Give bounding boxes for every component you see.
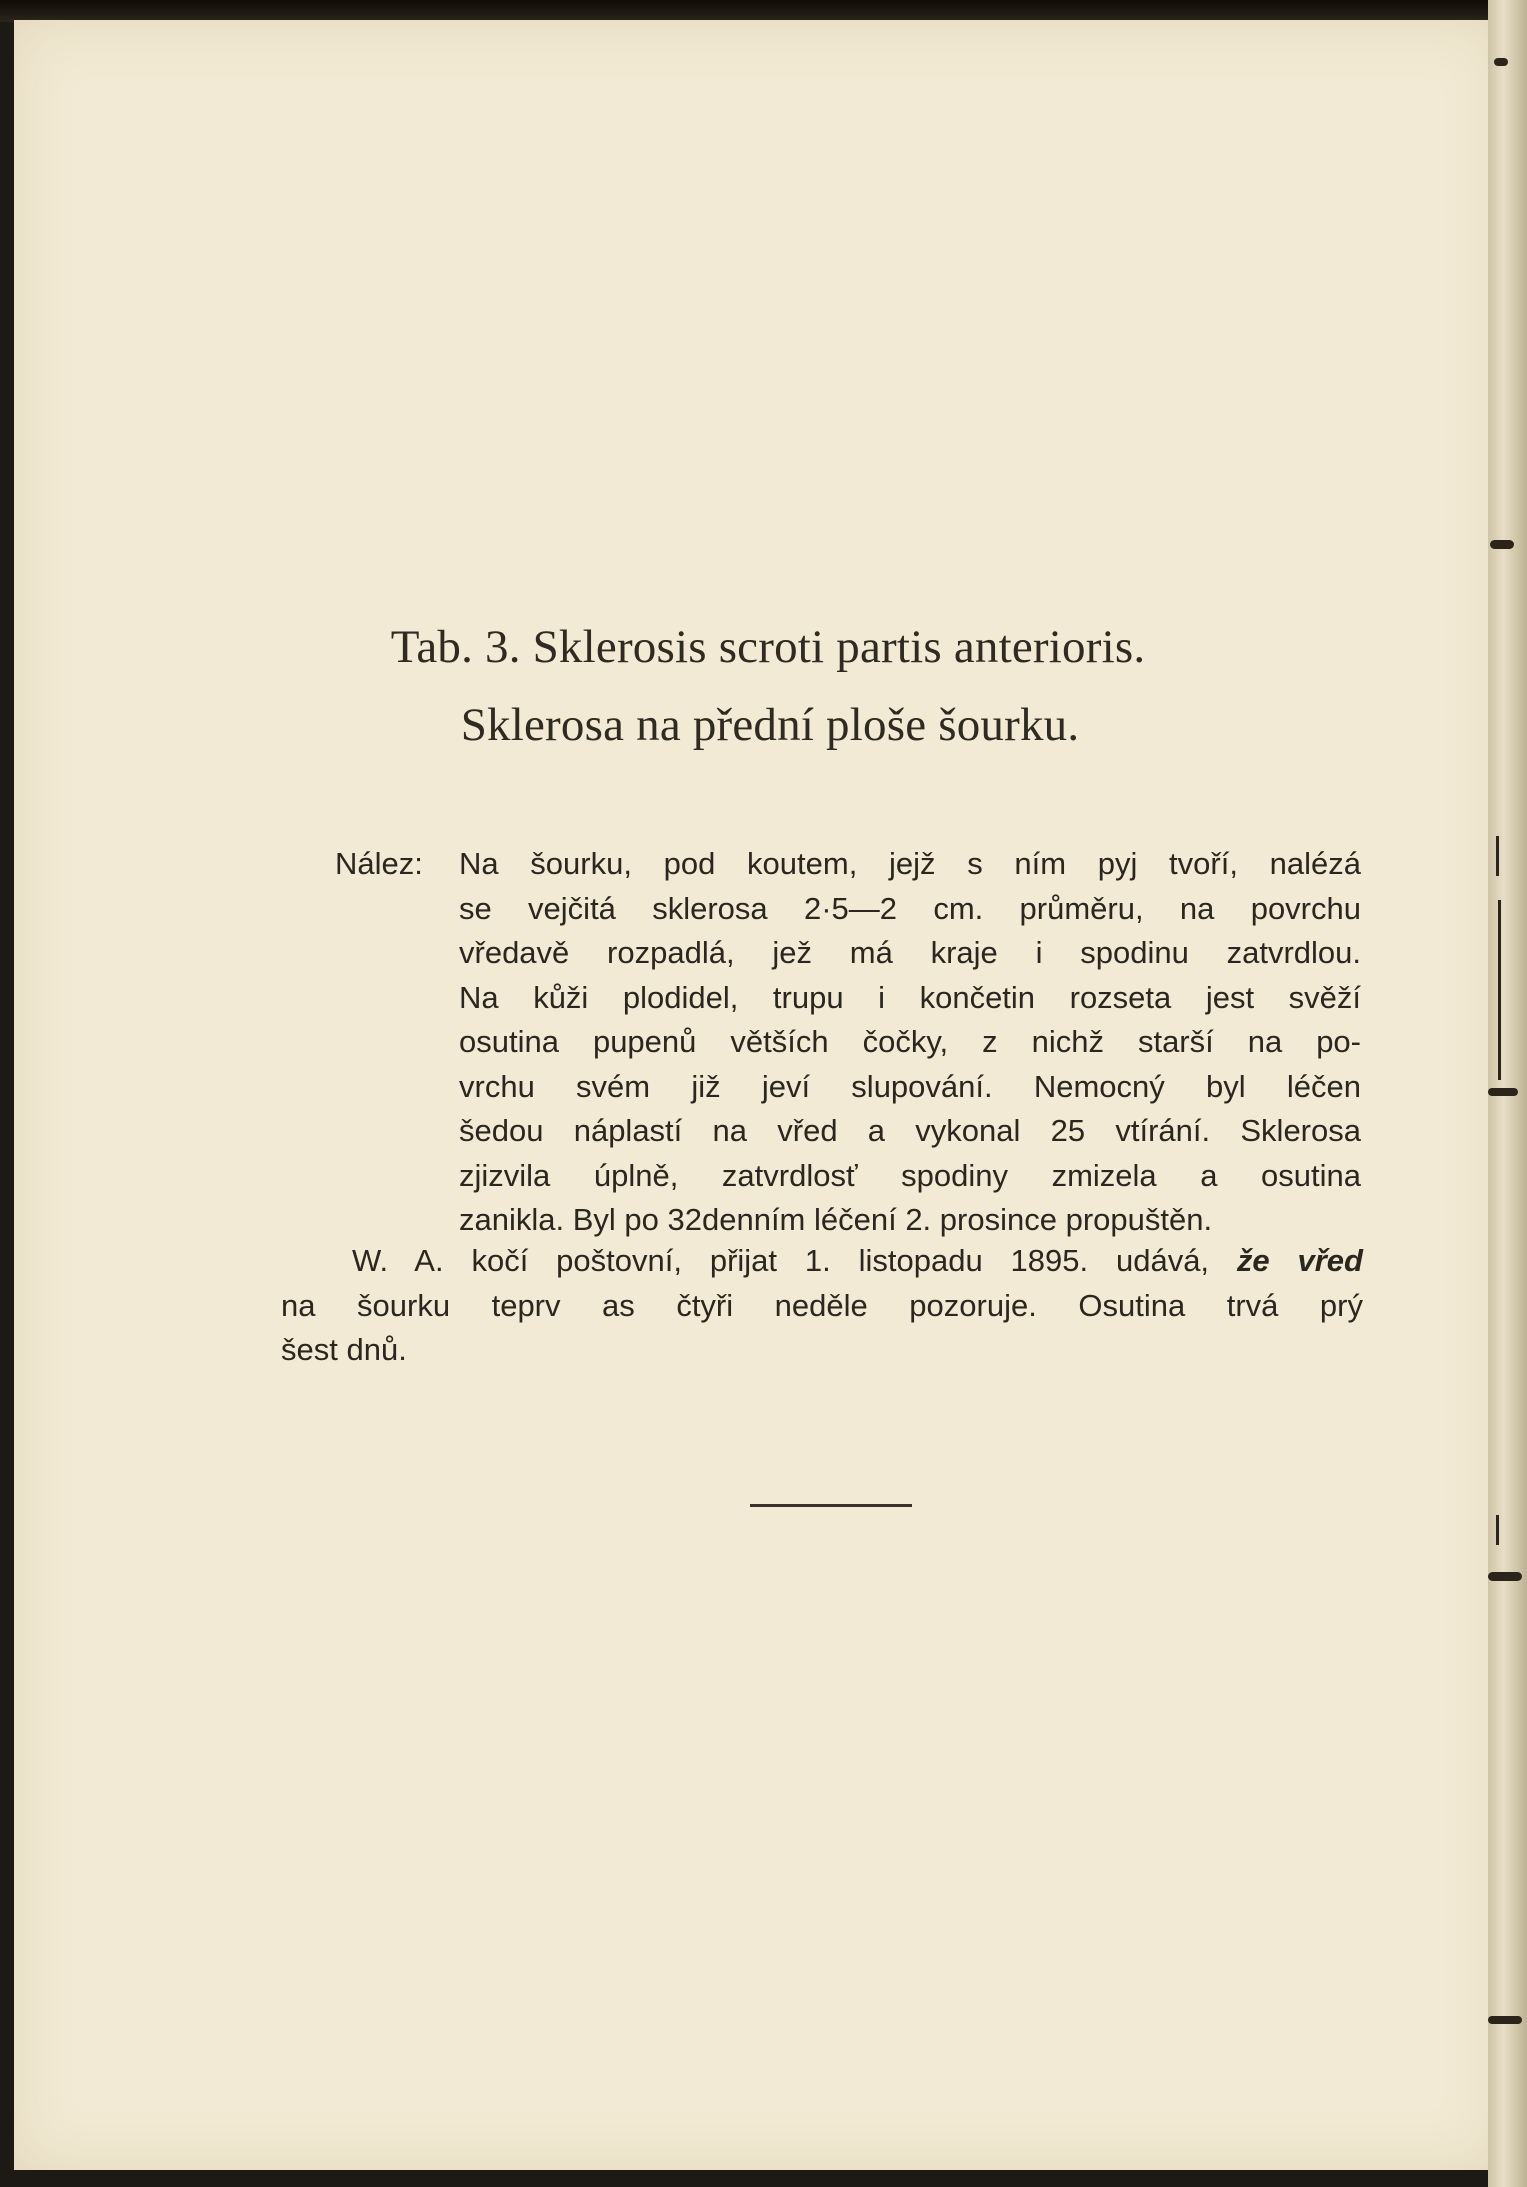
spine-thread-mark: [1496, 1515, 1499, 1545]
finding-line: zanikla. Byl po 32denním léčení 2. prosince propuštěn.: [459, 1202, 1213, 1237]
spine-thread-mark: [1490, 540, 1514, 549]
binding-spine: [1488, 0, 1527, 2187]
history-line: šest dnů.: [281, 1332, 407, 1367]
finding-label: Nález:: [335, 846, 423, 881]
spine-thread-mark: [1488, 2016, 1522, 2024]
finding-line: vrchu svém již jeví slupování. Nemocný byl léčen: [459, 1068, 1361, 1104]
spine-thread-mark: [1488, 1572, 1522, 1581]
history-text: W. A. kočí poštovní, přijat 1. listopadu 1895. udává,: [352, 1243, 1237, 1278]
spine-thread-mark: [1494, 58, 1508, 66]
plate-title-czech: Sklerosa na přední ploše šourku.: [460, 699, 1080, 751]
finding-line: se vejčitá sklerosa 2·5—2 cm. průměru, na povrchu: [459, 890, 1361, 926]
history-line: na šourku teprv as čtyři neděle pozoruje. Osutina trvá prý: [281, 1287, 1363, 1323]
spine-thread-mark: [1496, 836, 1499, 876]
section-divider-rule: [750, 1504, 912, 1507]
history-italic-text: že vřed: [1236, 1243, 1363, 1278]
spine-thread-mark: [1498, 900, 1501, 1080]
history-line: [281, 1239, 1363, 1284]
spine-thread-mark: [1488, 1088, 1518, 1096]
finding-paragraph: [459, 842, 1361, 1243]
finding-line: Na kůži plodidel, trupu i končetin rozseta jest svěží: [459, 979, 1361, 1015]
plate-title-latin: Tab. 3. Sklerosis scroti partis anterioris.: [390, 621, 1146, 673]
document-page: [14, 20, 1502, 2170]
case-history-paragraph: [281, 1239, 1363, 1373]
finding-line: osutina pupenů větších čočky, z nichž starší na po-: [459, 1024, 1361, 1059]
finding-line: zjizvila úplně, zatvrdlosť spodiny zmizela a osutina: [459, 1157, 1361, 1193]
finding-line: šedou náplastí na vřed a vykonal 25 vtírání. Sklerosa: [459, 1113, 1361, 1148]
scan-top-edge: [0, 0, 1527, 22]
finding-line: vředavě rozpadlá, jež má kraje i spodinu zatvrdlou.: [459, 935, 1361, 970]
finding-line: Na šourku, pod koutem, jejž s ním pyj tvoří, nalézá: [459, 846, 1361, 881]
